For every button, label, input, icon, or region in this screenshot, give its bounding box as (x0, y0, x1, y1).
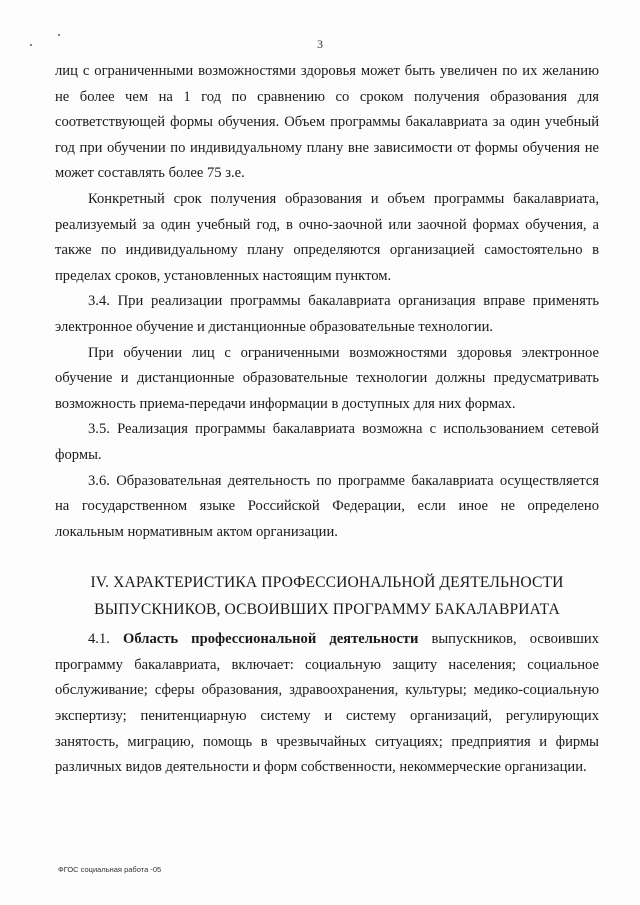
bold-term: Область профессиональной деятельности (122, 631, 419, 648)
section-heading-line-2: ВЫПУСКНИКОВ, ОСВОИВШИХ ПРОГРАММУ БАКАЛАВРИАТА (94, 601, 560, 619)
footer-note: ФГОС социальная работа -05 (58, 865, 162, 874)
scan-speck (58, 34, 60, 36)
section-heading (55, 569, 599, 623)
paragraph-3-4: 3.4. При реализации программы бакалавриата организация вправе применять электронное обучение и дистанционные образовательные технологии. (55, 293, 599, 335)
paragraph-3-5: 3.5. Реализация программы бакалавриата возможна с использованием сетевой формы. (55, 421, 599, 463)
document-body (55, 59, 599, 781)
paragraph-4-1 (55, 627, 599, 781)
section-heading-line-1: IV. ХАРАКТЕРИСТИКА ПРОФЕССИОНАЛЬНОЙ ДЕЯТЕЛЬНОСТИ (90, 574, 564, 592)
paragraph-3-6: 3.6. Образовательная деятельность по программе бакалавриата осуществляется на государственном языке Российской Федерации, если иное не определено локальным нормативным актом организации. (55, 472, 599, 540)
item-number: 4.1. (88, 631, 110, 648)
paragraph-specific-term: Конкретный срок получения образования и объем программы бакалавриата, реализуемый за один учебный год, в очно-заочной или заочной формах обучения, а также по индивидуальному плану определяются организацией самостоятельно в пределах сроков, установленных настоящим пунктом. (55, 190, 599, 284)
paragraph-continuation: лиц с ограниченными возможностями здоровья может быть увеличен по их желанию не более чем на 1 год по сравнению со сроком получения образования для соответствующей формы обучения. Объем программы бакалавриата за один учебный год при обучении по индивидуальному плану вне зависимости от формы обучения не может составлять более 75 з.е. (55, 63, 599, 182)
item-text: выпускников, освоивших программу бакалавриата, включает: социальную защиту населения; социальное обслуживание; сферы образования, здравоохранения, культуры; медико-социальную экспертизу; пенитенциарную систему и систему организаций, регулирующих занятость, миграцию, помощь в чрезвычайных ситуациях; предприятия и фирмы различных видов деятельности и форм собственности, некоммерческие организации. (55, 631, 599, 776)
page-number: 3 (317, 37, 323, 51)
paragraph-3-4-disabled: При обучении лиц с ограниченными возможностями здоровья электронное обучение и дистанционные образовательные технологии должны предусматривать возможность приема-передачи информации в доступных для них формах. (55, 344, 599, 412)
